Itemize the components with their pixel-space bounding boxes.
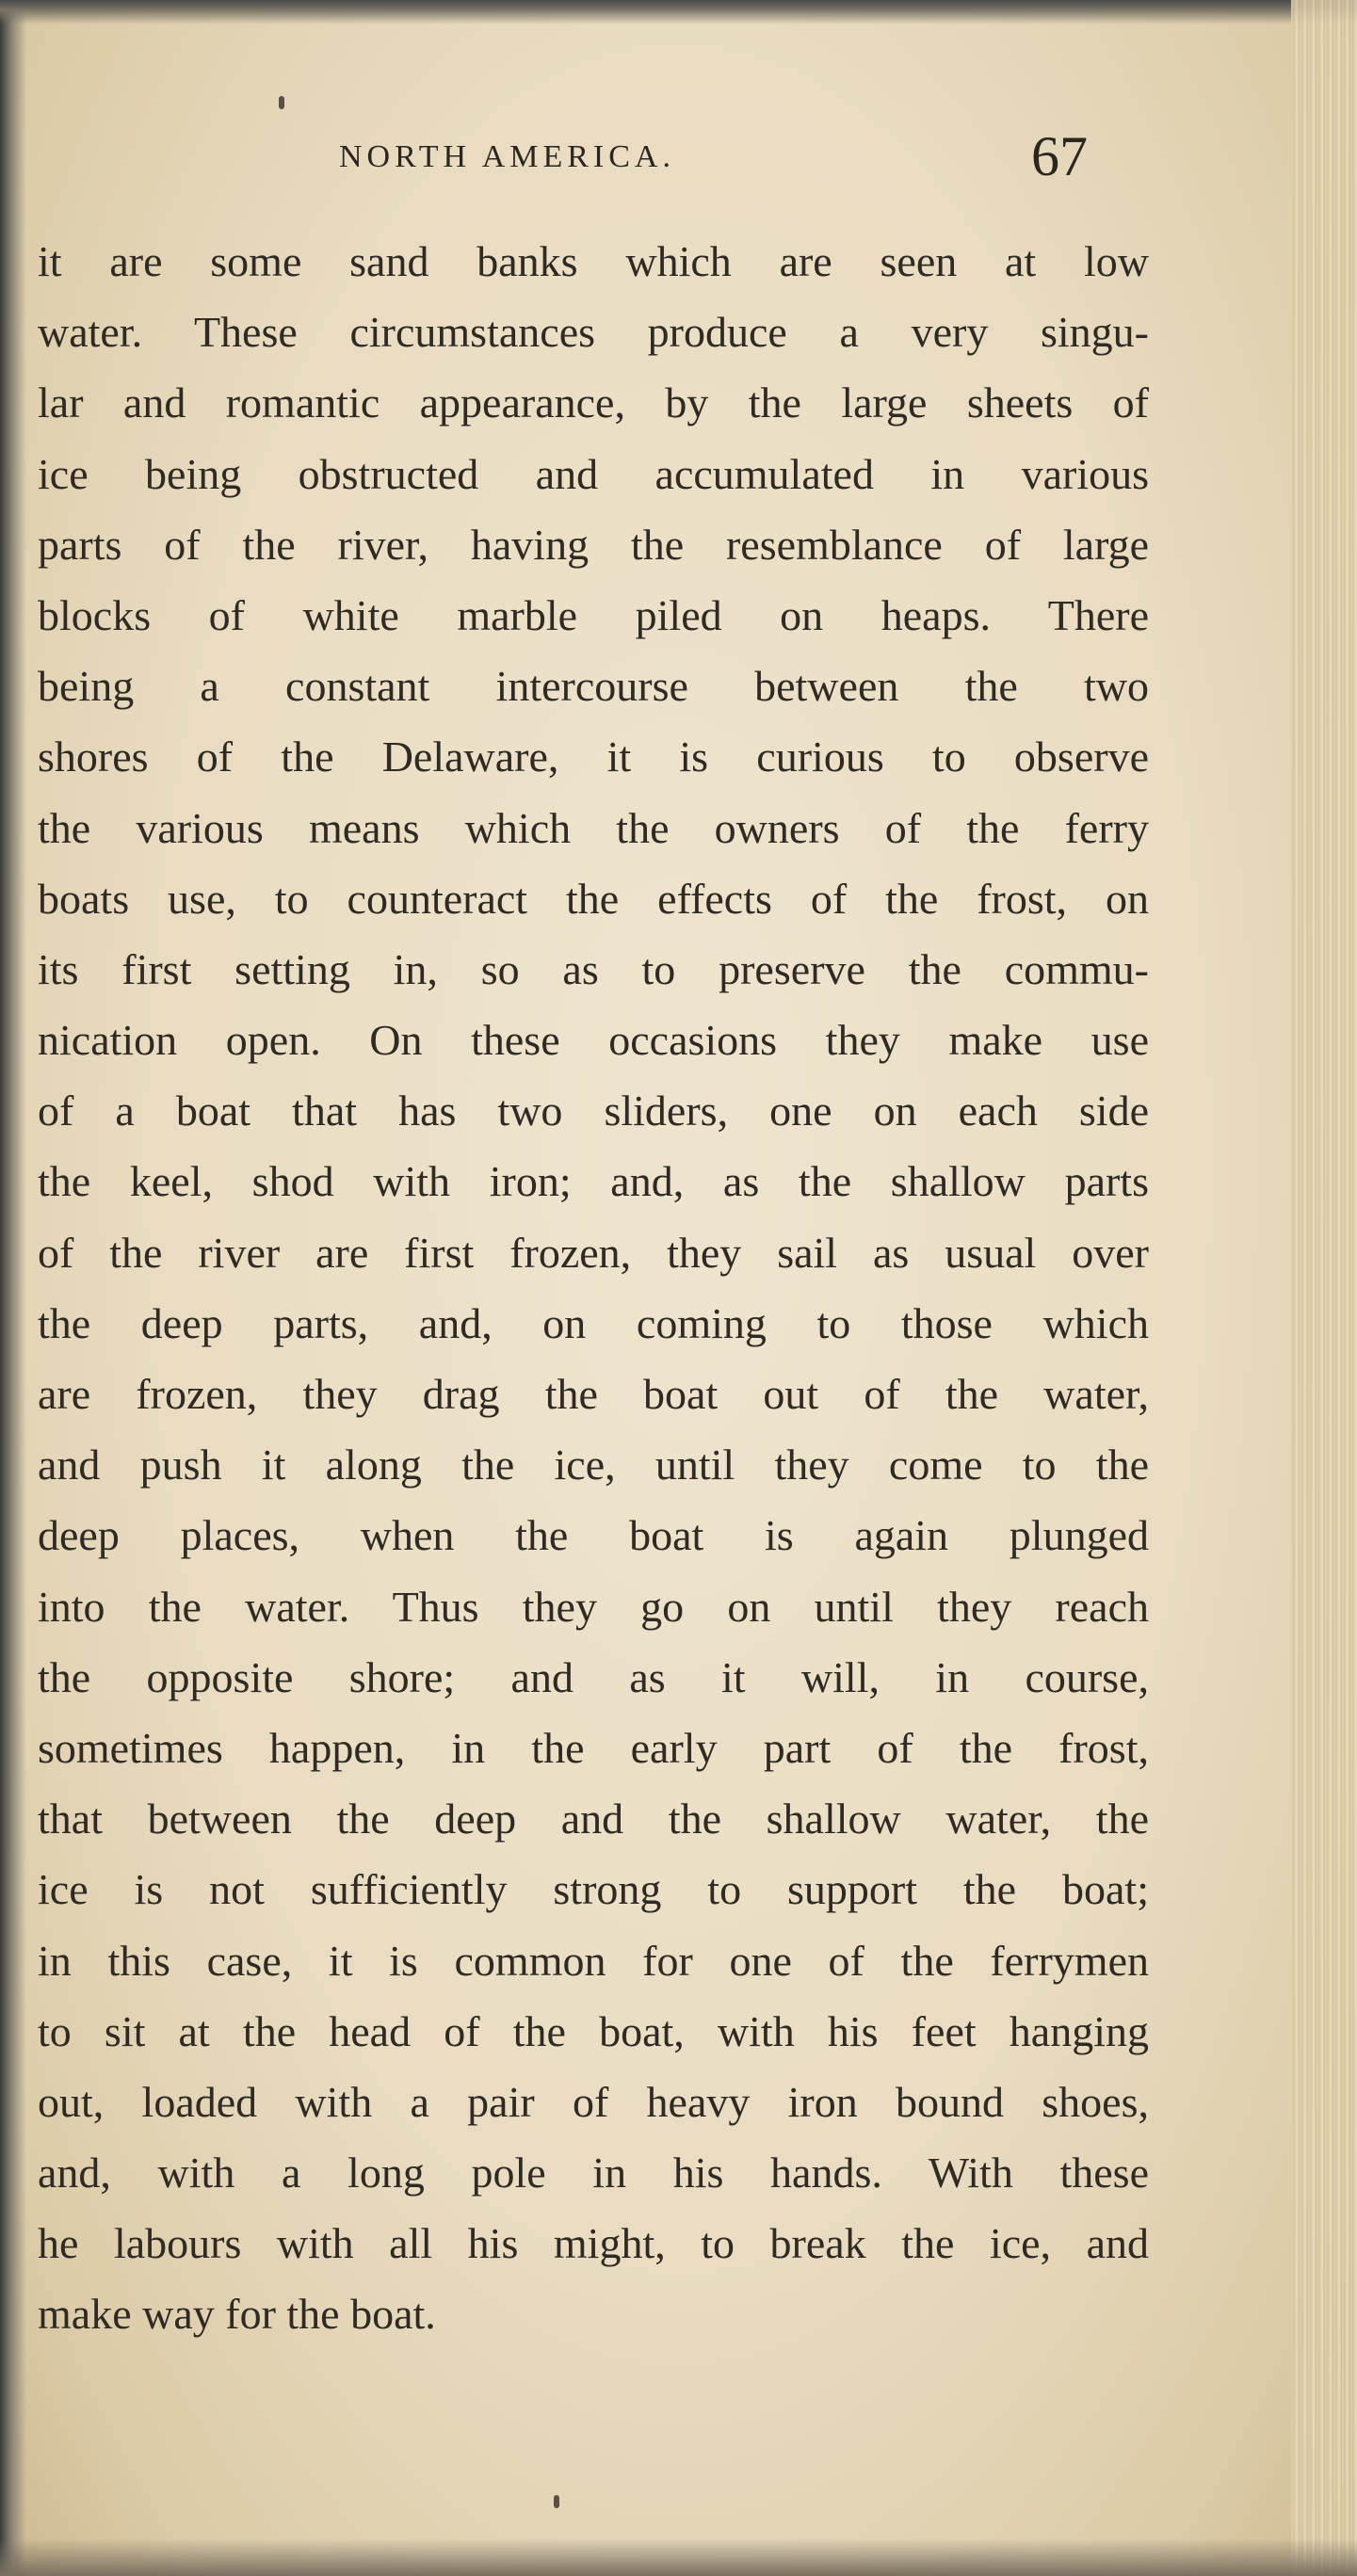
text-line: it are some sand banks which are seen at low [38,237,1149,285]
text-line: the keel, shod with iron; and, as the shallow parts [38,1157,1149,1206]
text-line: ice being obstructed and accumulated in various [38,449,1149,498]
bottom-edge-shadow [0,2538,1357,2576]
text-line: out, loaded with a pair of heavy iron bound shoes, [38,2077,1149,2126]
text-line: in this case, it is common for one of the ferrymen [38,1936,1149,1985]
gutter-shadow [0,0,26,2576]
text-line: shores of the Delaware, it is curious to observe [38,733,1149,781]
text-line: the deep parts, and, on coming to those which [38,1298,1149,1347]
text-line: nication open. On these occasions they make use [38,1016,1149,1065]
text-line: of the river are first frozen, they sail as usual over [38,1228,1149,1277]
ink-mark [554,2495,559,2508]
page-number: 67 [1031,125,1088,187]
text-line: parts of the river, having the resemblance of large [38,520,1149,569]
text-line: deep places, when the boat is again plunged [38,1511,1149,1560]
page-header [0,125,1357,207]
text-line: boats use, to counteract the effects of the frost, on [38,874,1149,923]
running-head: NORTH AMERICA. [339,139,675,174]
text-line: being a constant intercourse between the two [38,662,1149,711]
text-line: the opposite shore; and as it will, in course, [38,1652,1149,1701]
text-line: sometimes happen, in the early part of the frost, [38,1723,1149,1772]
text-line: water. These circumstances produce a very singu- [38,308,1149,357]
top-edge-shadow [0,0,1357,24]
text-line: and push it along the ice, until they come to the [38,1441,1149,1489]
text-line: its first setting in, so as to preserve the commu- [38,944,1149,993]
body-text [38,226,1149,2350]
text-line: and, with a long pole in his hands. With these [38,2149,1149,2198]
text-line: lar and romantic appearance, by the large sheets of [38,378,1149,427]
ink-mark [279,96,284,109]
text-line: ice is not sufficiently strong to support the boat; [38,1865,1149,1914]
text-line: that between the deep and the shallow water, the [38,1795,1149,1843]
text-line: of a boat that has two sliders, one on each side [38,1087,1149,1135]
text-line: the various means which the owners of the ferry [38,803,1149,852]
page-edge-fore [1291,0,1357,2576]
text-line: he labours with all his might, to break the ice, and [38,2219,1149,2268]
text-line: blocks of white marble piled on heaps. There [38,590,1149,639]
text-line: are frozen, they drag the boat out of the water, [38,1370,1149,1418]
text-line: make way for the boat. [38,2290,436,2339]
text-line: to sit at the head of the boat, with his feet hanging [38,2006,1149,2055]
text-line: into the water. Thus they go on until they reach [38,1582,1149,1631]
